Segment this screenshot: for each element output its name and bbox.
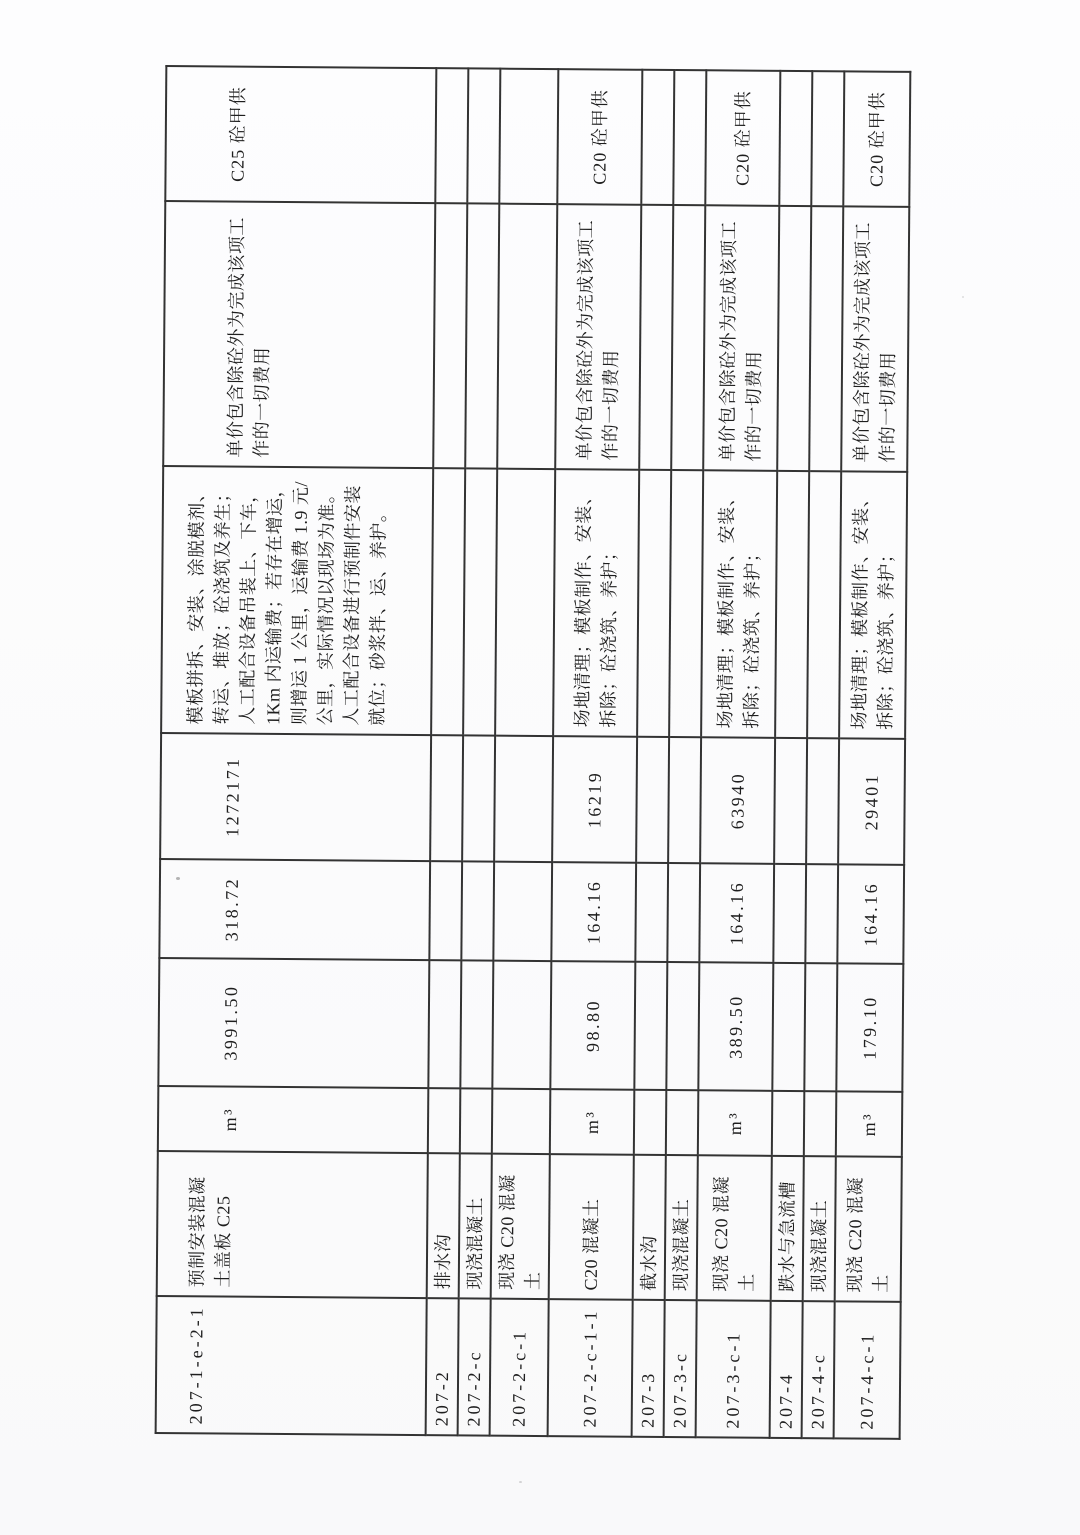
cell-unit: m³ (550, 1089, 635, 1155)
cell-code: 207-2-c (458, 1298, 491, 1435)
table-row (156, 66, 437, 1435)
cell-work-content: 模板拼拆、安装、涂脱模剂、转运、堆放；砼浇筑及养生；人工配合设备吊装上、下车，1Km 内运输费；若存在增运，则增运 1 公里，运输费 1.9 元/公里，实际情况以现场为准。人工配合设备进行预制件安装就位；砂浆拌、运、养护。 (161, 466, 433, 735)
cell-unit-price (773, 864, 806, 963)
cell-unit (804, 1091, 837, 1156)
cell-work-content: 场地清理；模板制作、安装、拆除；砼浇筑、养护； (553, 469, 639, 737)
cell-remark (671, 205, 705, 470)
cell-unit: m³ (836, 1091, 903, 1157)
cell-code: 207-3-c-1 (696, 1300, 771, 1438)
cell-material (811, 71, 844, 206)
cell-work-content (775, 471, 809, 738)
cell-amount: 63940 (700, 737, 775, 864)
cell-unit-price (493, 862, 552, 961)
cell-unit (492, 1089, 551, 1154)
cell-code: 207-2-c-1 (490, 1299, 549, 1436)
cell-work-content: 场地清理；模板制作、安装、拆除；砼浇筑、养护； (839, 471, 907, 739)
cell-unit-price (461, 861, 494, 960)
cell-unit-price: 318.72 (159, 859, 430, 960)
scan-speck (962, 296, 964, 298)
cell-unit (772, 1091, 805, 1156)
cell-quantity (804, 963, 837, 1091)
table-row (834, 71, 911, 1438)
rotated-table-wrapper (155, 67, 899, 1440)
cell-quantity: 3991.50 (158, 958, 429, 1088)
scan-speck (176, 877, 180, 880)
cell-quantity: 389.50 (698, 962, 773, 1091)
cell-material: C25 砼甲供 (165, 66, 436, 203)
cell-work-content (637, 470, 671, 737)
cell-remark (809, 206, 843, 471)
table-body (156, 66, 911, 1439)
cell-name: 现浇 C20 混凝土 (697, 1155, 772, 1301)
cell-name: 现浇混凝土 (803, 1156, 836, 1301)
cell-remark (433, 203, 467, 468)
cell-name: 预制安装混凝土盖板 C25 (157, 1151, 428, 1298)
cell-unit-price (667, 863, 700, 962)
cell-work-content (431, 468, 465, 735)
cell-remark (639, 205, 673, 470)
cell-work-content: 场地清理；模板制作、安装、拆除；砼浇筑、养护； (701, 470, 777, 738)
cell-amount: 1272171 (160, 733, 431, 861)
cell-remark: 单价包含除砼外为完成该项工作的一切费用 (555, 204, 641, 470)
cell-amount: 16219 (552, 736, 637, 863)
cell-quantity (428, 960, 461, 1088)
cell-amount (668, 737, 701, 863)
cell-code: 207-4 (770, 1301, 803, 1438)
cell-quantity (492, 961, 551, 1089)
cell-material (499, 69, 558, 204)
cell-quantity: 98.80 (550, 961, 635, 1090)
cell-unit-price: 164.16 (551, 862, 636, 962)
cell-unit-price: 164.16 (837, 864, 904, 964)
cell-unit (460, 1088, 493, 1153)
cell-amount: 29401 (838, 738, 905, 865)
cell-name: 截水沟 (633, 1155, 666, 1300)
cell-name: 跌水与急流槽 (771, 1156, 804, 1301)
cell-code: 207-4-c-1 (834, 1301, 901, 1439)
cell-name: C20 混凝土 (549, 1154, 634, 1300)
cell-name: 现浇混凝土 (459, 1153, 492, 1298)
cell-amount (462, 735, 495, 861)
cell-material (641, 70, 674, 205)
cell-amount (806, 738, 839, 864)
cell-quantity (772, 963, 805, 1091)
cell-unit-price (805, 864, 838, 963)
cell-unit (634, 1090, 667, 1155)
cell-unit: m³ (158, 1086, 429, 1153)
cell-material: C20 砼甲供 (557, 69, 642, 205)
cell-material: C20 砼甲供 (843, 71, 910, 207)
cell-quantity (634, 962, 667, 1090)
cell-quantity (666, 962, 699, 1090)
cell-code: 207-4-c (802, 1301, 835, 1438)
cell-unit-price: 164.16 (699, 863, 774, 963)
cell-amount (774, 738, 807, 864)
cell-code: 207-3-c (664, 1300, 697, 1437)
cell-work-content (495, 469, 555, 736)
cell-unit-price (635, 863, 668, 962)
cell-unit-price (429, 861, 462, 960)
table-row (696, 70, 781, 1438)
bill-of-quantities-table (155, 65, 912, 1440)
cell-name: 排水沟 (427, 1153, 460, 1298)
cell-remark (497, 204, 557, 469)
cell-code: 207-1-e-2-1 (156, 1296, 427, 1435)
cell-remark (777, 206, 811, 471)
cell-work-content (463, 468, 497, 735)
cell-amount (430, 735, 463, 861)
cell-code: 207-2 (426, 1298, 459, 1435)
cell-amount (636, 737, 669, 863)
cell-unit (428, 1088, 461, 1153)
cell-quantity: 179.10 (836, 963, 903, 1092)
cell-remark (465, 203, 499, 468)
cell-material (673, 70, 706, 205)
cell-remark: 单价包含除砼外为完成该项工作的一切费用 (163, 201, 435, 468)
table-row (548, 69, 643, 1437)
cell-work-content (807, 471, 841, 738)
cell-material (779, 71, 812, 206)
cell-name: 现浇混凝土 (665, 1155, 698, 1300)
cell-quantity (460, 960, 493, 1088)
cell-code: 207-2-c-1-1 (548, 1299, 633, 1437)
cell-name: 现浇 C20 混凝土 (835, 1156, 902, 1302)
cell-code: 207-3 (632, 1300, 665, 1437)
cell-material (467, 68, 500, 203)
cell-work-content (669, 470, 703, 737)
cell-amount (494, 736, 553, 862)
cell-remark: 单价包含除砼外为完成该项工作的一切费用 (841, 206, 909, 472)
cell-unit (666, 1090, 699, 1155)
cell-unit: m³ (698, 1090, 773, 1156)
cell-material: C20 砼甲供 (705, 70, 780, 206)
table-row (490, 69, 559, 1436)
cell-remark: 单价包含除砼外为完成该项工作的一切费用 (703, 205, 779, 471)
cell-material (435, 68, 468, 203)
scan-speck (519, 1481, 522, 1483)
cell-name: 现浇 C20 混凝土 (491, 1154, 550, 1299)
